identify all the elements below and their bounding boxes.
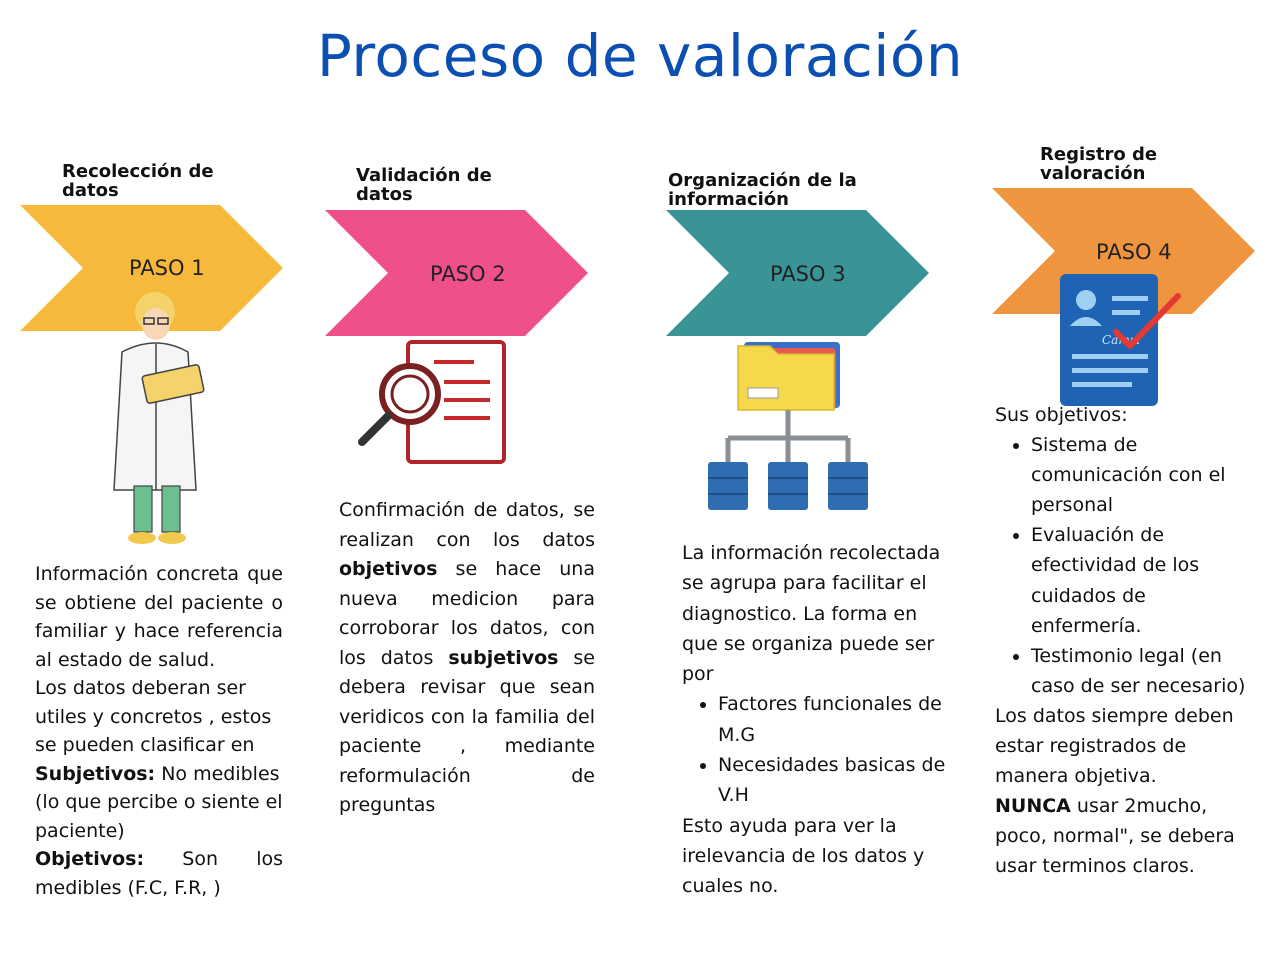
objetivos-label: Objetivos: (35, 848, 145, 870)
nurse-with-clipboard-icon (100, 290, 220, 550)
step-3-paso: PASO 3 (770, 262, 846, 286)
step-2-description (339, 496, 595, 821)
step-2-text-3: se debera revisar que sean veridicos con la familia del paciente , mediante reformulación de preguntas (339, 646, 595, 816)
list-item: • Testimonio legal (en caso de ser necesario) (1031, 641, 1255, 701)
list-item: • Evaluación de efectividad de los cuidados de enfermería. (1031, 520, 1255, 640)
step-1-paso: PASO 1 (129, 256, 205, 280)
step-1-paragraph-2: Los datos deberan ser utiles y concretos , estos se pueden clasificar en (35, 677, 272, 756)
list-item: • Sistema de comunicación con el personal (1031, 430, 1255, 520)
step-4-bullet-list (995, 430, 1255, 701)
medical-record-check-icon (1056, 270, 1186, 410)
document-magnifier-icon (352, 338, 512, 468)
step-4-description (995, 400, 1255, 882)
step-3-label: Organización de la información (668, 170, 857, 210)
step-1-description (35, 560, 283, 902)
subjetivos-bold: subjetivos (448, 646, 559, 669)
list-item: • Necesidades basicas de V.H (718, 750, 947, 811)
step-4-label: Registro de valoración (1040, 144, 1158, 184)
step-4-paragraph-1: Los datos siempre deben estar registrados de manera objetiva. (995, 704, 1234, 788)
canva-badge: Canva (1102, 333, 1140, 347)
nunca-text: usar 2mucho, poco, normal", se debera usar terminos claros. (995, 795, 1235, 878)
step-2-text-1: Confirmación de datos, se realizan con los datos (339, 499, 595, 551)
step-3-description (682, 538, 947, 902)
subjetivos-text: No medibles (lo que percibe o siente el paciente) (35, 762, 283, 842)
page-title: Proceso de valoración (316, 22, 964, 90)
step-1-subjetivos (35, 760, 283, 846)
step-1-paragraph-1: Información concreta que se obtiene del paciente o familiar y hace referencia al estado de salud. (35, 563, 283, 671)
objetivos-bold: objetivos (339, 558, 438, 580)
step-3-paragraph-1: La información recolectada se agrupa para facilitar el diagnostico. La forma en que se organiza puede ser por (682, 542, 941, 686)
list-item: • Factores funcionales de M.G (718, 689, 947, 750)
step-1-label: Recolección de datos (62, 161, 214, 201)
step-4-paso: PASO 4 (1096, 240, 1172, 264)
objetivos-text: Son los medibles (F.C, F.R, ) (35, 848, 283, 899)
step-2-label: Validación de datos (356, 165, 492, 205)
step-1-objetivos (35, 845, 283, 902)
step-2-paso: PASO 2 (430, 262, 506, 286)
step-3-bullet-list (682, 689, 947, 810)
step-2-text-2: se hace una nueva medicion para corroborar los datos, con los datos (339, 558, 595, 669)
step-3-paragraph-2: Esto ayuda para ver la irelevancia de los datos y cuales no. (682, 814, 925, 898)
subjetivos-label: Subjetivos: (35, 762, 156, 785)
step-4-intro: Sus objetivos: (995, 404, 1128, 426)
folder-network-icon (704, 338, 874, 513)
nunca-bold: NUNCA (995, 795, 1071, 818)
step-4-nunca (995, 791, 1255, 881)
